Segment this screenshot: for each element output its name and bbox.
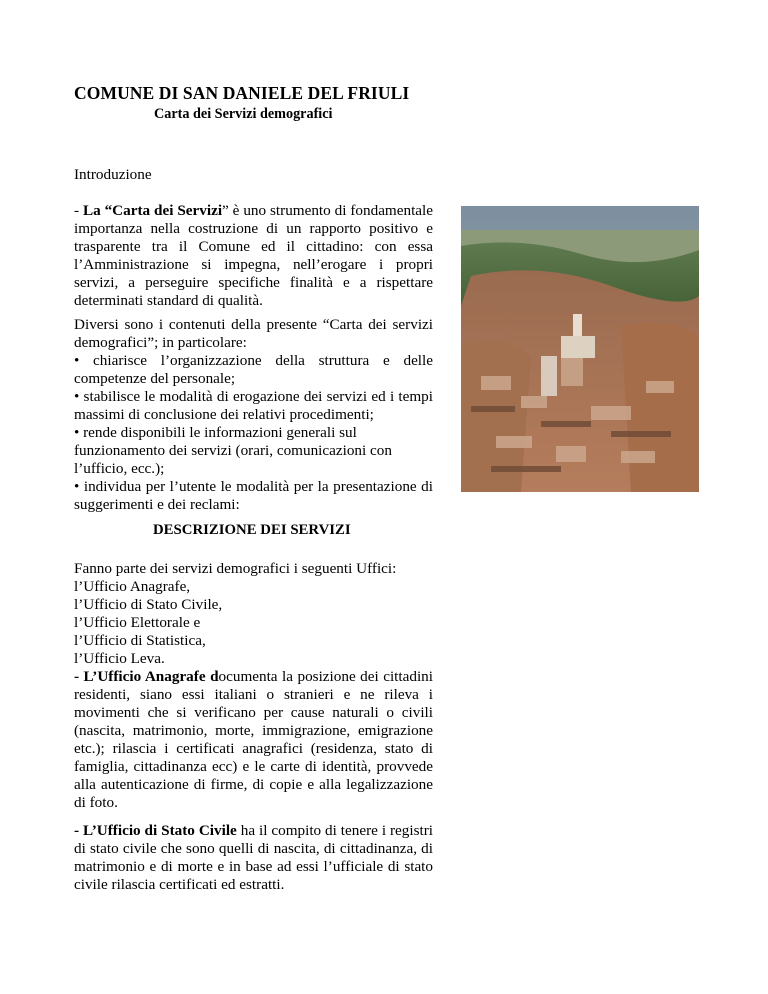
bullet-item: • stabilisce le modalità di erogazione dei servizi ed i tempi massimi di conclusione dei relativi procedimenti;	[74, 388, 433, 423]
page-subtitle: Carta dei Servizi demografici	[154, 106, 333, 122]
paragraph-ufficio-anagrafe	[74, 668, 433, 812]
office-item: l’Ufficio Leva.	[74, 650, 165, 667]
paragraph-carta-servizi	[74, 202, 433, 310]
paragraph-text: ” è uno strumento di fondamentale importanza nella costruzione di un rapporto positivo e trasparente tra il Comune ed il cittadino: con essa l’Amministrazione si impegna, nell’erogare i propri servizi, a perseguire specifiche finalità e a rispettare determinati standard di qualità.	[74, 202, 434, 309]
bullet-item: • individua per l’utente le modalità per la presentazione di suggerimenti e dei reclami:	[74, 478, 433, 513]
paragraph-stato-civile	[74, 822, 433, 894]
bullet-item: • rende disponibili le informazioni generali sul funzionamento dei servizi (orari, comunicazioni con	[74, 424, 392, 459]
paragraph-text: ha il compito di tenere i registri di stato civile che sono quelli di nascita, di cittadinanza, di matrimonio e di morte e in base ad essi l’ufficiale di stato civile rilascia certificati ed estratti.	[74, 822, 433, 893]
section-heading: DESCRIZIONE DEI SERVIZI	[153, 522, 351, 538]
office-item: l’Ufficio Elettorale e	[74, 614, 201, 631]
offices-list	[74, 560, 433, 668]
aerial-town-photo	[461, 206, 699, 492]
office-item: l’Ufficio di Statistica,	[74, 632, 206, 649]
office-item: l’Ufficio di Stato Civile,	[74, 596, 223, 613]
intro-heading: Introduzione	[74, 166, 152, 183]
contents-intro: Diversi sono i contenuti della presente “Carta dei servizi demografici”; in particolare:	[74, 316, 433, 351]
bold-carta-servizi: La “Carta dei Servizi	[82, 202, 223, 219]
aerial-photo-illustration	[461, 206, 699, 492]
bullet-item-continuation: l’ufficio, ecc.);	[74, 460, 165, 477]
office-item: l’Ufficio Anagrafe,	[74, 578, 191, 595]
bold-ufficio-anagrafe: - L’Ufficio Anagrafe d	[74, 668, 219, 685]
contents-list	[74, 316, 433, 514]
paragraph-text: ocumenta la posizione dei cittadini residenti, siano essi italiani o stranieri e ne rileva i movimenti che si verificano per cause naturali o civili (nascita, matrimonio, morte, immigrazione, emigrazione etc.); rilascia i certificati anagrafici (residenza, stato di famiglia, cittadinanza ecc) e le carte di identità, provvede alla autenticazione di firme, di copie e alla legalizzazione di foto.	[74, 668, 433, 811]
bold-stato-civile: - L’Ufficio di Stato Civile	[74, 822, 237, 839]
page-title: COMUNE DI SAN DANIELE DEL FRIULI	[74, 83, 410, 103]
offices-intro: Fanno parte dei servizi demografici i seguenti Uffici:	[74, 560, 397, 577]
bullet-item: • chiarisce l’organizzazione della struttura e delle competenze del personale;	[74, 352, 433, 387]
dash: -	[74, 202, 83, 219]
